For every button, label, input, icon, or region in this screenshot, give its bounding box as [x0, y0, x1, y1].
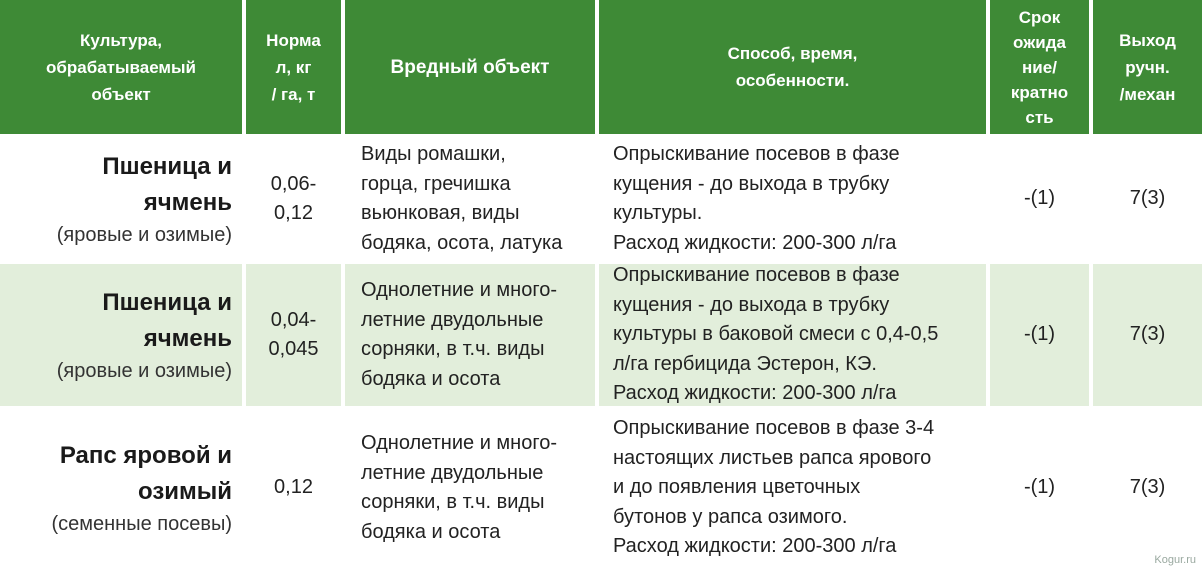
table-row-3-rate: 0,12 — [246, 410, 345, 570]
table-row-1-rate: 0,06- 0,12 — [246, 138, 345, 264]
table-row-1-method: Опрыскивание посевов в фазе кущения - до выхода в трубку культуры. Расход жидкости: 200-300 л/га — [599, 138, 990, 264]
crop-name: Рапс яровой и озимый — [59, 442, 232, 505]
table-row-3-exit: 7(3) — [1093, 410, 1202, 570]
table-row-2-exit: 7(3) — [1093, 264, 1202, 410]
table-row-1-exit: 7(3) — [1093, 138, 1202, 264]
header-crop: Культура, обрабатываемый объект — [0, 0, 246, 138]
crop-note: (яровые и озимые) — [56, 360, 232, 382]
crop-note: (семенные посевы) — [51, 513, 232, 535]
table-row-2-method: Опрыскивание посевов в фазе кущения - до выхода в трубку культуры в баковой смеси с 0,4-0,5 л/га гербицида Эстерон, КЭ. Расход жидкости: 200-300 л/га — [599, 264, 990, 410]
header-wait: Срок ожида ние/ кратно сть — [990, 0, 1093, 138]
table-row-2-rate: 0,04- 0,045 — [246, 264, 345, 410]
header-exit: Выход ручн. /механ — [1093, 0, 1202, 138]
table-row-2-crop — [0, 264, 246, 410]
table-row-3-pest: Однолетние и много- летние двудольные сорняки, в т.ч. виды бодяка и осота — [345, 410, 599, 570]
table-row-3-crop — [0, 410, 246, 570]
table-row-3-method: Опрыскивание посевов в фазе 3-4 настоящих листьев рапса ярового и до появления цветочных бутонов у рапса озимого. Расход жидкости: 200-300 л/га — [599, 410, 990, 570]
table-row-1-wait: -(1) — [990, 138, 1093, 264]
table-row-3-wait: -(1) — [990, 410, 1093, 570]
table-row-2-wait: -(1) — [990, 264, 1093, 410]
header-rate: Норма л, кг / га, т — [246, 0, 345, 138]
table-row-1-crop — [0, 138, 246, 264]
table-row-1-pest: Виды ромашки, горца, гречишка вьюнковая, виды бодяка, осота, латука — [345, 138, 599, 264]
watermark: Kogur.ru — [1154, 554, 1196, 566]
crop-name: Пшеница и ячмень — [102, 289, 232, 352]
crop-name: Пшеница и ячмень — [102, 153, 232, 216]
header-method: Способ, время, особенности. — [599, 0, 990, 138]
header-pest: Вредный объект — [345, 0, 599, 138]
table-row-2-pest: Однолетние и много- летние двудольные сорняки, в т.ч. виды бодяка и осота — [345, 264, 599, 410]
crop-note: (яровые и озимые) — [56, 224, 232, 246]
